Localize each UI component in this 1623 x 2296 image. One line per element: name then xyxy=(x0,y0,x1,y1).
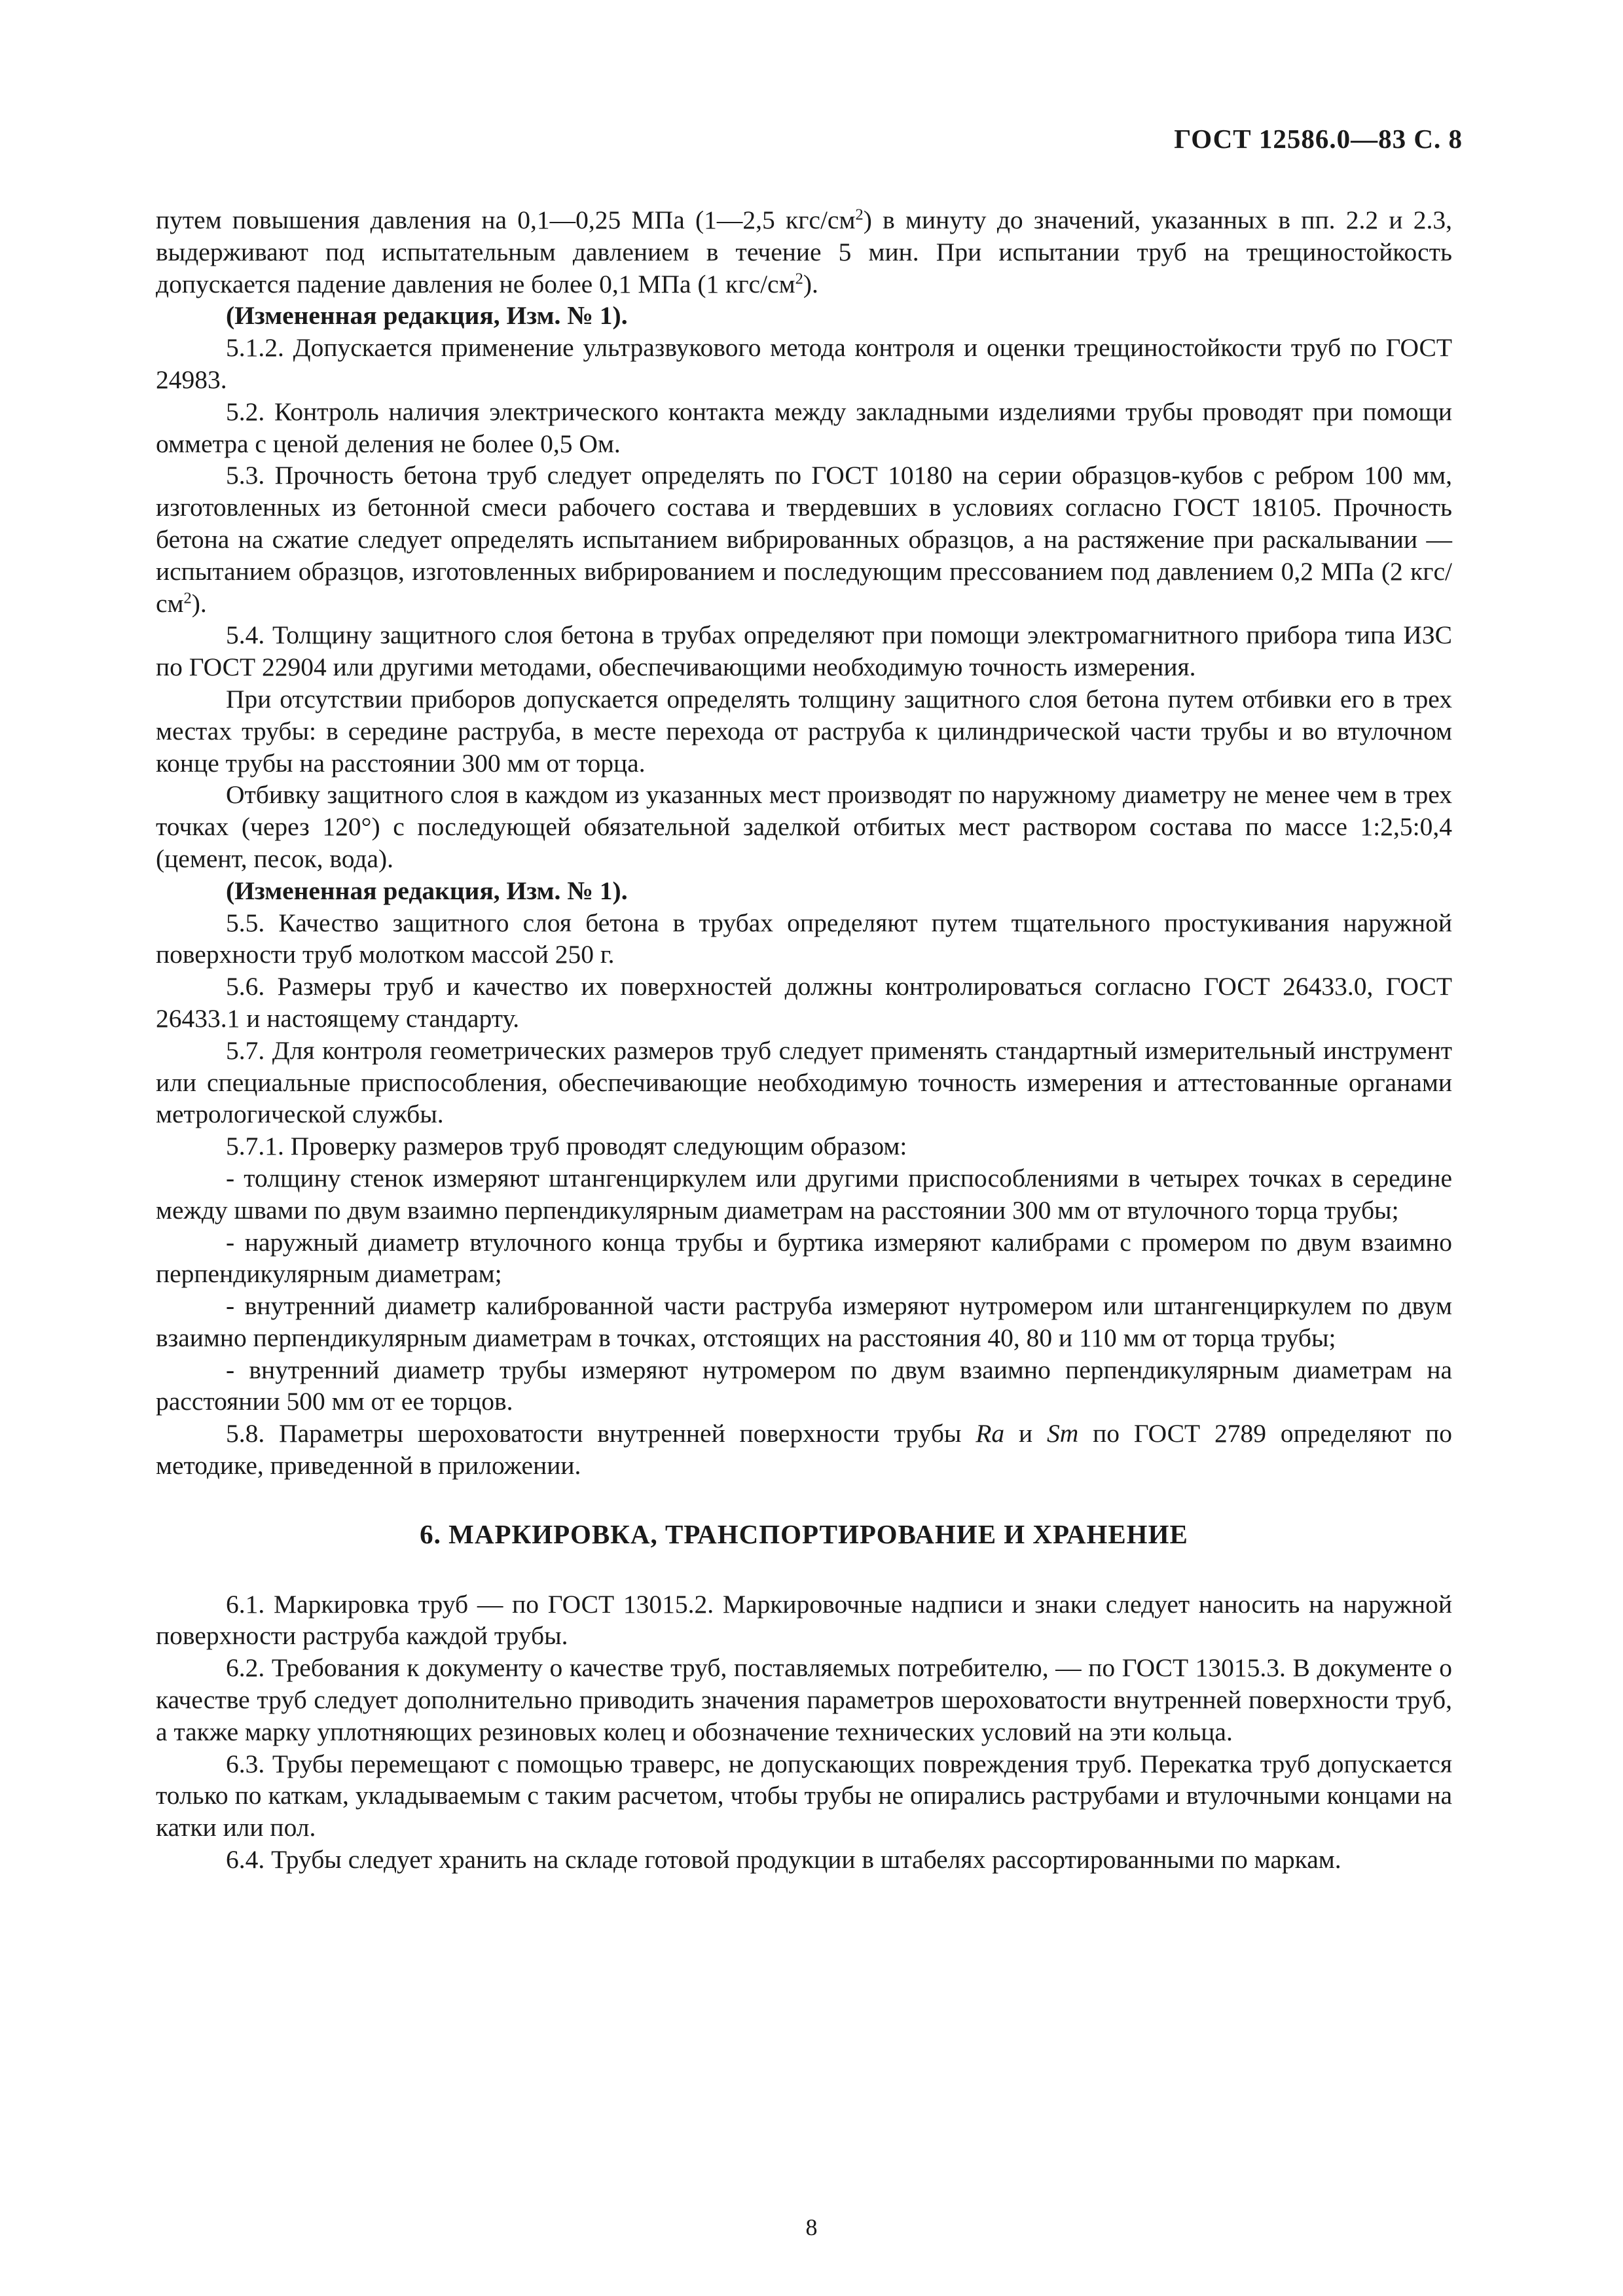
document-body xyxy=(156,204,1452,1876)
paragraph: путем повышения давления на 0,1—0,25 МПа (1—2,5 кгс/$см^2$) в минуту до значений, указанных в пп. 2.2 и 2.3, выдерживают под испытательным давлением в течение 5 мин. При испытании труб на трещиностойкость допускается падение давления не более 0,1 МПа (1 кгс/$см^2$). xyxy=(156,206,1452,298)
paragraph: 6.3. Трубы перемещают с помощью траверс, не допускающих повреждения труб. Перекатка труб допускается только по каткам, укладываемым с таким расчетом, чтобы трубы не опирались раструбами и втулочными концами на катки или пол. xyxy=(156,1749,1452,1842)
paragraph: 5.5. Качество защитного слоя бетона в трубах определяют путем тщательного простукивания наружной поверхности труб молотком массой 250 г. xyxy=(156,908,1452,969)
paragraph: - внутренний диаметр трубы измеряют нутромером по двум взаимно перпендикулярным диаметрам на расстоянии 500 мм от ее торцов. xyxy=(156,1355,1452,1416)
paragraph: 6.1. Маркировка труб — по ГОСТ 13015.2. Маркировочные надписи и знаки следует наносить на наружной поверхности раструба каждой трубы. xyxy=(156,1589,1452,1651)
paragraph: 5.6. Размеры труб и качество их поверхностей должны контролироваться согласно ГОСТ 26433.0, ГОСТ 26433.1 и настоящему стандарту. xyxy=(156,972,1452,1033)
paragraph: 5.7. Для контроля геометрических размеров труб следует применять стандартный измерительный инструмент или специальные приспособления, обеспечивающие необходимую точность измерения и аттестованные органами метрологической службы. xyxy=(156,1035,1452,1129)
paragraph: 5.4. Толщину защитного слоя бетона в трубах определяют при помощи электромагнитного прибора типа ИЗС по ГОСТ 22904 или другими методами, обеспечивающими необходимую точность измерения. xyxy=(156,620,1452,682)
paragraph: 5.3. Прочность бетона труб следует определять по ГОСТ 10180 на серии образцов-кубов с ребром 100 мм, изготовленных из бетонной смеси рабочего состава и твердевших в условиях согласно ГОСТ 18105. Прочность бетона на сжатие следует определять испытанием вибрированных образцов, а на растяжение при раскалывании — испытанием образцов, изготовленных вибрированием и последующим прессованием под давлением 0,2 МПа (2 кгс/$см^2$). xyxy=(156,461,1452,618)
paragraph: - внутренний диаметр калиброванной части раструба измеряют нутромером или штангенциркулем по двум взаимно перпендикулярным диаметрам в точках, отстоящих на расстояния 40, 80 и 110 мм от торца трубы; xyxy=(156,1291,1452,1352)
paragraph: - толщину стенок измеряют штангенциркулем или другими приспособлениями в четырех точках в середине между швами по двум взаимно перпендикулярным диаметрам на расстоянии 300 мм от втулочного торца трубы; xyxy=(156,1163,1452,1225)
section-title: 6. МАРКИРОВКА, ТРАНСПОРТИРОВАНИЕ И ХРАНЕНИЕ xyxy=(420,1518,1188,1549)
paragraph: Отбивку защитного слоя в каждом из указанных мест производят по наружному диаметру не менее чем в трех точках (через 120°) с последующей обязательной заделкой отбитых мест раствором состава по массе 1:2,5:0,4 (цемент, песок, вода). xyxy=(156,780,1452,873)
paragraph: (Измененная редакция, Изм. № 1). xyxy=(226,301,628,331)
section-6-paragraphs xyxy=(156,1588,1452,1876)
section-5-paragraphs xyxy=(156,204,1452,1482)
page-header: ГОСТ 12586.0—83 С. 8 xyxy=(1174,124,1463,154)
paragraph: При отсутствии приборов допускается определять толщину защитного слоя бетона путем отбивки его в трех местах трубы: в середине раструба, в месте перехода от раструба к цилиндрической части трубы и во втулочном конце трубы на расстоянии 300 мм от торца. xyxy=(156,684,1452,778)
paragraph: 5.7.1. Проверку размеров труб проводят следующим образом: xyxy=(226,1132,907,1161)
paragraph: 6.4. Трубы следует хранить на складе готовой продукции в штабелях рассортированными по маркам. xyxy=(226,1845,1341,1874)
paragraph: (Измененная редакция, Изм. № 1). xyxy=(226,876,628,905)
paragraph: 5.8. Параметры шероховатости внутренней поверхности трубы Ra и Sm по ГОСТ 2789 определяют по методике, приведенной в приложении. xyxy=(156,1419,1453,1480)
page-number: 8 xyxy=(805,2214,818,2240)
paragraph: 5.2. Контроль наличия электрического контакта между закладными изделиями трубы проводят при помощи омметра с ценой деления не более 0,5 Ом. xyxy=(156,397,1452,458)
paragraph: - наружный диаметр втулочного конца трубы и буртика измеряют калибрами с промером по двум взаимно перпендикулярным диаметрам; xyxy=(156,1227,1452,1289)
paragraph: 5.1.2. Допускается применение ультразвукового метода контроля и оценки трещиностойкости труб по ГОСТ 24983. xyxy=(156,333,1452,394)
paragraph: 6.2. Требования к документу о качестве труб, поставляемых потребителю, — по ГОСТ 13015.3. В документе о качестве труб следует дополнительно приводить значения параметров шероховатости внутренней поверхности труб, а также марку уплотняющих резиновых колец и обозначение технических условий на эти кольца. xyxy=(156,1653,1452,1746)
